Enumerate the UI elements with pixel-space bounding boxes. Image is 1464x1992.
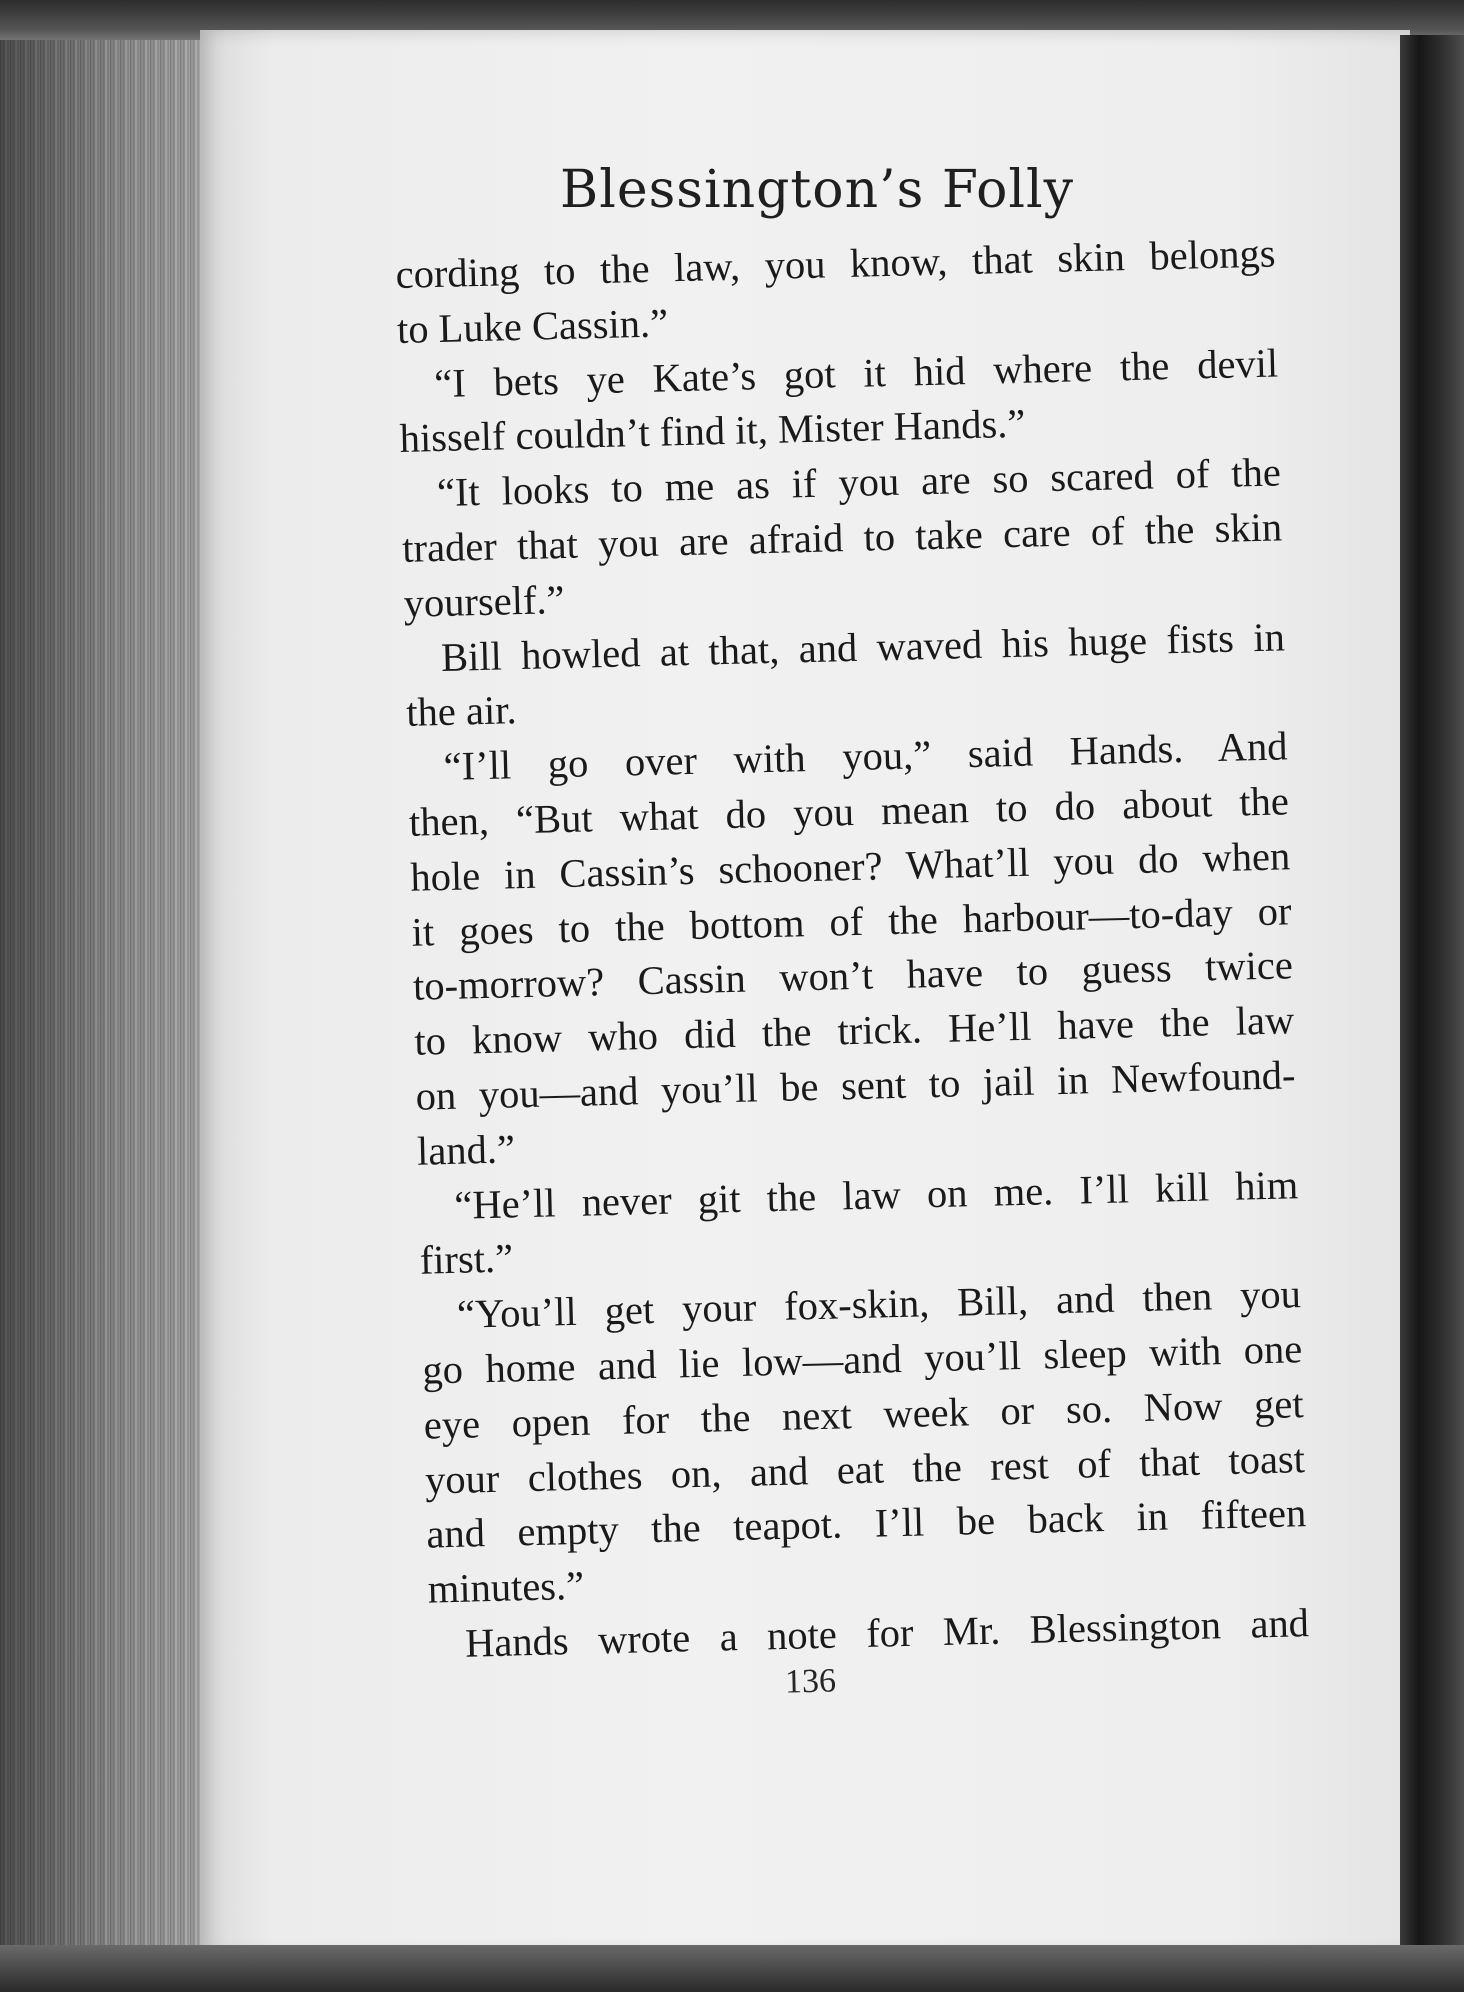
text-line: Bill howled at that, and waved his huge fists in [440, 613, 1286, 680]
text-line: minutes.” [427, 1562, 585, 1612]
book-page-edges [0, 40, 205, 1945]
text-line: on you—and you’ll be sent to jail in Newfound- [415, 1052, 1297, 1119]
text-line: “I’ll go over with you,” said Hands. And [443, 723, 1288, 790]
text-line: your clothes on, and eat the rest of that toast [424, 1435, 1306, 1503]
text-line: “I bets ye Kate’s got it hid where the devil [433, 340, 1279, 406]
text-line: yourself.” [403, 576, 566, 626]
text-line: it goes to the bottom of the harbour—to-day or [411, 887, 1293, 955]
text-line: “You’ll get your fox-skin, Bill, and then you [456, 1271, 1302, 1337]
body-text [395, 226, 1310, 1672]
text-line: cording to the law, you know, that skin belongs [395, 230, 1276, 297]
text-line: to-morrow? Cassin won’t have to guess twice [412, 942, 1294, 1010]
text-line: “He’ll never git the law on me. I’ll kill him [453, 1161, 1299, 1228]
bottom-edge-shadow [0, 1945, 1464, 1992]
text-line: hole in Cassin’s schooner? What’ll you do when [409, 833, 1291, 900]
text-line: “It looks to me as if you are so scared of the [436, 449, 1282, 516]
text-line: first.” [419, 1235, 514, 1284]
page-number: 136 [784, 1662, 837, 1701]
text-line: to know who did the trick. He’ll have the law [413, 997, 1295, 1064]
text-line: hisself couldn’t find it, Mister Hands.” [399, 401, 1026, 462]
text-line: Hands wrote a note for Mr. Blessington and [464, 1600, 1310, 1666]
text-line: to Luke Cassin.” [396, 300, 669, 352]
text-line: and empty the teapot. I’ll be back in fifteen [425, 1490, 1307, 1557]
text-line: eye open for the next week or so. Now get [423, 1380, 1305, 1448]
running-head: Blessington’s Folly [560, 160, 1075, 220]
text-line: then, “But what do you mean to do about the [408, 778, 1290, 845]
text-line: land.” [416, 1126, 516, 1174]
book-gutter-edge [1400, 35, 1464, 1955]
text-line: go home and lie low—and you’ll sleep with one [421, 1326, 1303, 1393]
text-line: trader that you are afraid to take care of the skin [401, 504, 1283, 571]
text-line: the air. [405, 687, 518, 736]
